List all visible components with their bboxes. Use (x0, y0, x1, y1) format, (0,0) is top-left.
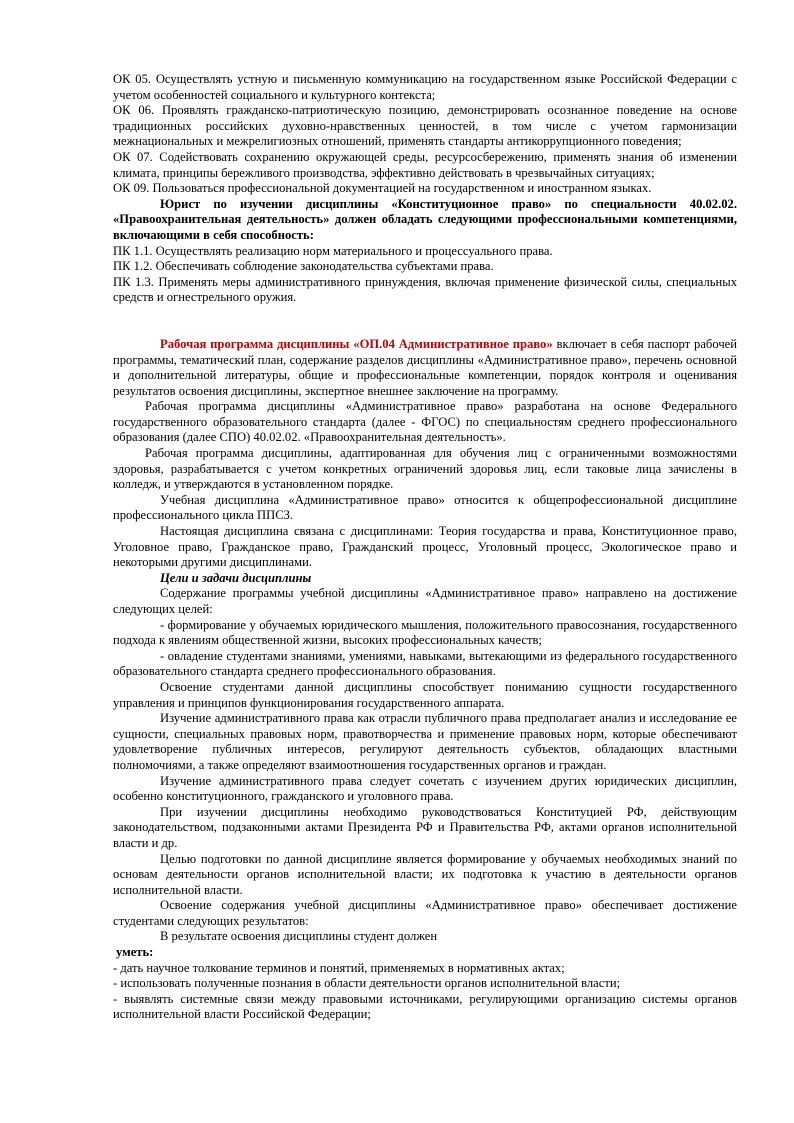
pk-1-1: ПК 1.1. Осуществлять реализацию норм материального и процессуального права. (113, 243, 553, 258)
ok-07: ОК 07. Содействовать сохранению окружающей среды, ресурсосбережению, применять знания об изменении климата, принципы бережливого производства, эффективно действовать в чрезвычайных ситуациях; (113, 149, 737, 180)
skill-item-1: - дать научное толкование терминов и понятий, применяемых в нормативных актах; (113, 960, 565, 975)
intro-paragraph (113, 337, 737, 399)
section-gap (113, 306, 737, 337)
guide-paragraph: При изучении дисциплины необходимо руководствоваться Конституцией РФ, действующим законодательством, подзаконными актами Президента РФ и Правительства РФ, актами органов исполнительной власти и др. (113, 804, 737, 850)
goal-item-2: - овладение студентами знаниями, умениями, навыками, вытекающими из федерального государственного образовательного стандарта среднего профессионального образования. (113, 648, 737, 679)
ok-06: ОК 06. Проявлять гражданско-патриотическую позицию, демонстрировать осознанное поведение на основе традиционных российских духовно-нравственных ценностей, в том числе с учетом гармонизации межнациональных и межрелигиозных отношений, применять стандарты антикоррупционного поведения; (113, 103, 737, 149)
document-page (113, 72, 737, 1023)
fgos-paragraph: Рабочая программа дисциплины «Административное право» разработана на основе Федерального государственного образовательного стандарта (далее - ФГОС) по специальностям среднего профессионального образования (далее СПО) 40.02.02. «Правоохранительная деятельность». (113, 399, 737, 445)
goals-heading: Цели и задачи дисциплины (160, 570, 312, 585)
combine-paragraph: Изучение административного права следует сочетать с изучением других юридических дисциплин, особенно конституционного, гражданского и уголовного права. (113, 773, 737, 804)
student-paragraph: В результате освоения дисциплины студент должен (160, 929, 438, 944)
study-paragraph: Изучение административного права как отрасли публичного права предполагает анализ и исследование ее сущности, специальных правовых норм, правотворчества и применение правовых норм, которые обеспечивают удовлетворение публичных интересов, регулируют деятельность субъектов, обладающих властными полномочиями, а также определяют взаимоотношения государственных органов и граждан. (113, 711, 737, 772)
ok-05: ОК 05. Осуществлять устную и письменную коммуникацию на государственном языке Российской Федерации с учетом особенностей социального и культурного контекста; (113, 72, 737, 102)
goals-paragraph: Содержание программы учебной дисциплины «Административное право» направлено на достижение следующих целей: (113, 586, 737, 616)
goal-item-1: - формирование у обучаемых юридического мышления, положительного правосознания, государственного подхода к явлениям общественной жизни, высоких профессиональных качеств; (113, 617, 737, 648)
purpose-paragraph: Целью подготовки по данной дисциплине является формирование у обучаемых необходимых знаний по основам деятельности органов исполнительной власти; их подготовка к участию в деятельности органов исполнительной власти. (113, 851, 737, 897)
pk-1-2: ПК 1.2. Обеспечивать соблюдение законодательства субъектами права. (113, 259, 494, 274)
program-title: Рабочая программа дисциплины «ОП.04 Административное право» (160, 336, 553, 351)
links-paragraph: Настоящая дисциплина связана с дисциплинами: Теория государства и права, Конституционное право, Уголовное право, Гражданское право, Гражданский процесс, Уголовный процесс, Экологическое право и некоторыми другими дисциплинами. (113, 524, 737, 570)
adapted-paragraph: Рабочая программа дисциплины, адаптированная для обучения лиц с ограниченными возможностями здоровья, разрабатывается с учетом конкретных ограничений здоровья лиц, если таковые лица зачислены в колледж, и утверждаются в установленном порядке. (113, 446, 737, 492)
results-paragraph: Освоение содержания учебной дисциплины «Административное право» обеспечивает достижение студентами следующих результатов: (113, 898, 737, 928)
skill-item-3: - выявлять системные связи между правовыми источниками, регулирующими организацию системы органов исполнительной власти Российской Федерации; (113, 991, 737, 1022)
pk-heading: Юрист по изучении дисциплины «Конституционное право» по специальности 40.02.02. «Правоохранительная деятельность» должен обладать следующими профессиональными компетенциями, включающими в себя способность: (113, 196, 737, 242)
skill-item-2: - использовать полученные познания в области деятельности органов исполнительной власти; (113, 976, 621, 991)
mastery-paragraph: Освоение студентами данной дисциплины способствует пониманию сущности государственного управления и принципов функционирования государственного аппарата. (113, 679, 737, 710)
ok-09: ОК 09. Пользоваться профессиональной документацией на государственном и иностранном языках. (113, 181, 652, 196)
skills-heading (113, 945, 737, 961)
cycle-paragraph: Учебная дисциплина «Административное право» относится к общепрофессиональной дисциплине профессионального цикла ППСЗ. (113, 492, 737, 523)
pk-1-3: ПК 1.3. Применять меры административного принуждения, включая применение физической силы, специальных средств и огнестрельного оружия. (113, 274, 737, 305)
skills-heading-text: уметь: (116, 945, 154, 960)
intro-text: включает в себя паспорт рабочей программы, тематический план, содержание разделов дисциплины «Административное право», перечень основной и дополнительной литературы, общие и профессиональные компетенции, порядок контроля и оценивания результатов освоения дисциплины, экспертное внешнее заключение на программу. (113, 336, 737, 398)
